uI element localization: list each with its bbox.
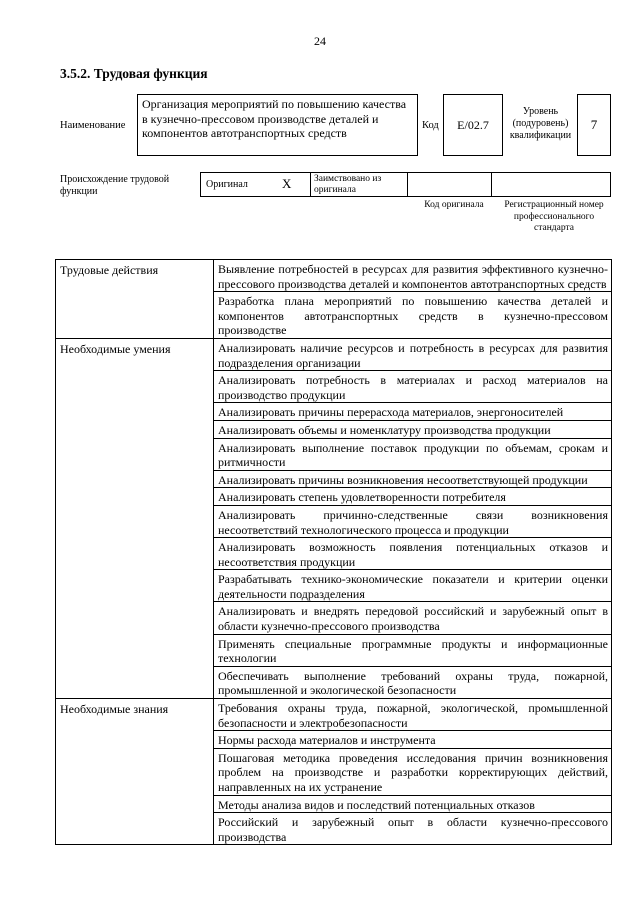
category-cell: Необходимые умения bbox=[56, 338, 214, 698]
name-label: Наименование bbox=[60, 120, 126, 131]
table-row bbox=[56, 338, 612, 370]
reg-number-caption: Регистрационный номер профессионального стандарта bbox=[504, 200, 604, 233]
code-original-cell bbox=[408, 173, 492, 196]
category-cell: Необходимые знания bbox=[56, 699, 214, 845]
item-cell: Выявление потребностей в ресурсах для развития эффективного кузнечно-прессового производства деталей и компонентов автотранспортных средств bbox=[214, 260, 612, 292]
code-value: E/02.7 bbox=[443, 94, 503, 156]
origin-label: Происхождение трудовой функции bbox=[60, 174, 170, 197]
item-cell: Анализировать причинно-следственные связи возникновения несоответствий технологического процесса и продукции bbox=[214, 505, 612, 537]
reg-number-cell bbox=[492, 173, 610, 196]
function-table bbox=[55, 259, 612, 845]
qualification-level-value: 7 bbox=[577, 94, 611, 156]
item-cell: Требования охраны труда, пожарной, экологической, промышленной безопасности и электробезопасности bbox=[214, 699, 612, 731]
category-cell: Трудовые действия bbox=[56, 260, 214, 339]
section-title: 3.5.2. Трудовая функция bbox=[60, 66, 208, 81]
original-label: Оригинал bbox=[206, 179, 248, 190]
qualification-level-label: Уровень (подуровень) квалификации bbox=[509, 106, 572, 141]
item-cell: Анализировать потребность в материалах и расход материалов на производство продукции bbox=[214, 371, 612, 403]
function-name-value: Организация мероприятий по повышению качества в кузнечно-прессовом производстве деталей и компонентов автотранспортных средств bbox=[137, 94, 418, 156]
item-cell: Методы анализа видов и последствий потенциальных отказов bbox=[214, 795, 612, 813]
item-cell: Пошаговая методика проведения исследования причин возникновения проблем на производстве и разработки корректирующих действий, направленных на их устранение bbox=[214, 748, 612, 795]
original-mark: X bbox=[282, 176, 292, 191]
borrowed-label: Заимствовано из оригинала bbox=[311, 173, 408, 196]
item-cell: Анализировать степень удовлетворенности потребителя bbox=[214, 488, 612, 506]
item-cell: Нормы расхода материалов и инструмента bbox=[214, 731, 612, 749]
item-cell: Разработка плана мероприятий по повышению качества деталей и компонентов автотранспортных средств в кузнечно-прессовом производстве bbox=[214, 292, 612, 339]
item-cell: Обеспечивать выполнение требований охраны труда, пожарной, промышленной и экологической безопасности bbox=[214, 666, 612, 698]
code-label: Код bbox=[422, 120, 439, 131]
item-cell: Применять специальные программные продукты и информационные технологии bbox=[214, 634, 612, 666]
page-number: 24 bbox=[314, 34, 326, 48]
item-cell: Анализировать возможность появления потенциальных отказов и несоответствия продукции bbox=[214, 538, 612, 570]
item-cell: Российский и зарубежный опыт в области кузнечно-прессового производства bbox=[214, 813, 612, 845]
table-row bbox=[56, 699, 612, 731]
item-cell: Разрабатывать технико-экономические показатели и критерии оценки деятельности подразделения bbox=[214, 570, 612, 602]
item-cell: Анализировать объемы и номенклатуру производства продукции bbox=[214, 420, 612, 438]
original-cell bbox=[201, 173, 311, 196]
origin-row bbox=[200, 172, 611, 197]
item-cell: Анализировать причины перерасхода материалов, энергоносителей bbox=[214, 403, 612, 421]
item-cell: Анализировать и внедрять передовой российский и зарубежный опыт в области кузнечно-прессового производства bbox=[214, 602, 612, 634]
table-row bbox=[56, 260, 612, 292]
code-original-caption: Код оригинала bbox=[424, 200, 484, 210]
item-cell: Анализировать причины возникновения несоответствующей продукции bbox=[214, 470, 612, 488]
item-cell: Анализировать наличие ресурсов и потребность в ресурсах для развития подразделения организации bbox=[214, 338, 612, 370]
item-cell: Анализировать выполнение поставок продукции по объемам, срокам и ритмичности bbox=[214, 438, 612, 470]
